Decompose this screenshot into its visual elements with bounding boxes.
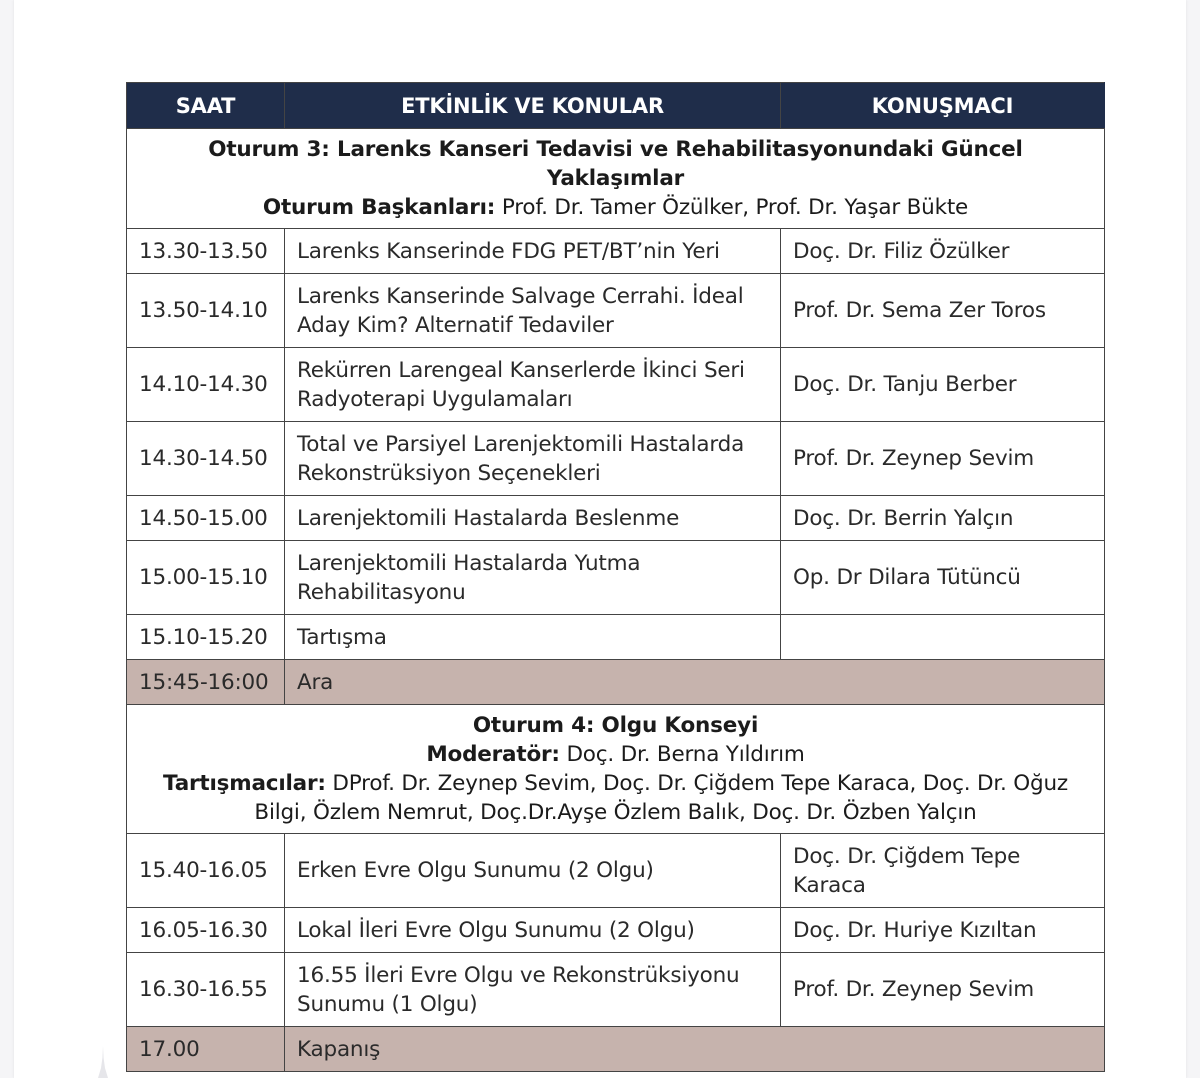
table-row: [127, 615, 1105, 660]
table-row: [127, 229, 1105, 274]
session-4-heading: [127, 705, 1105, 834]
speaker-cell: Op. Dr Dilara Tütüncü: [781, 541, 1105, 615]
session-3-title: Oturum 3: Larenks Kanseri Tedavisi ve Rehabilitasyonundaki Güncel Yaklaşımlar: [208, 137, 1023, 191]
speaker-cell: Prof. Dr. Zeynep Sevim: [781, 953, 1105, 1027]
document-page: [14, 0, 1186, 1078]
table-row: [127, 908, 1105, 953]
decorative-tower-icon: [96, 1046, 110, 1078]
time-cell: 14.10-14.30: [127, 348, 285, 422]
table-row: [127, 953, 1105, 1027]
time-cell: 14.30-14.50: [127, 422, 285, 496]
closing-label: Kapanış: [285, 1027, 1105, 1072]
topic-cell: Lokal İleri Evre Olgu Sunumu (2 Olgu): [285, 908, 781, 953]
moderator-name: Doç. Dr. Berna Yıldırım: [559, 742, 805, 767]
topic-cell: Erken Evre Olgu Sunumu (2 Olgu): [285, 834, 781, 908]
moderator-label: Moderatör:: [426, 742, 560, 767]
topic-cell: Tartışma: [285, 615, 781, 660]
topic-cell: Rekürren Larengeal Kanserlerde İkinci Seri Radyoterapi Uygulamaları: [285, 348, 781, 422]
panel-names: DProf. Dr. Zeynep Sevim, Doç. Dr. Çiğdem Tepe Karaca, Doç. Dr. Oğuz Bilgi, Özlem Nemrut, Doç.Dr.Ayşe Özlem Balık, Doç. Dr. Özben Yalçın: [254, 771, 1068, 825]
break-time: 15:45-16:00: [127, 660, 285, 705]
topic-cell: Larenjektomili Hastalarda Yutma Rehabilitasyonu: [285, 541, 781, 615]
chairs-label: Oturum Başkanları:: [262, 195, 496, 220]
session-4-panel: [137, 769, 1094, 827]
table-row: [127, 422, 1105, 496]
table-row: [127, 541, 1105, 615]
program-table: [126, 82, 1105, 1072]
session-4-title: Oturum 4: Olgu Konseyi: [472, 713, 759, 738]
speaker-cell: Doç. Dr. Berrin Yalçın: [781, 496, 1105, 541]
time-cell: 13.30-13.50: [127, 229, 285, 274]
break-label: Ara: [285, 660, 1105, 705]
time-cell: 13.50-14.10: [127, 274, 285, 348]
session-4-moderator: [137, 740, 1094, 769]
header-event: ETKİNLİK VE KONULAR: [285, 83, 781, 129]
table-header: [127, 83, 1105, 129]
header-speaker: KONUŞMACI: [781, 83, 1105, 129]
topic-cell: Larenks Kanserinde FDG PET/BT’nin Yeri: [285, 229, 781, 274]
speaker-cell: Doç. Dr. Filiz Özülker: [781, 229, 1105, 274]
topic-cell: Larenks Kanserinde Salvage Cerrahi. İdeal Aday Kim? Alternatif Tedaviler: [285, 274, 781, 348]
topic-cell: Larenjektomili Hastalarda Beslenme: [285, 496, 781, 541]
table-row: [127, 274, 1105, 348]
time-cell: 15.40-16.05: [127, 834, 285, 908]
closing-time: 17.00: [127, 1027, 285, 1072]
panel-label: Tartışmacılar:: [163, 771, 326, 796]
speaker-cell: [781, 615, 1105, 660]
topic-cell: 16.55 İleri Evre Olgu ve Rekonstrüksiyonu Sunumu (1 Olgu): [285, 953, 781, 1027]
time-cell: 14.50-15.00: [127, 496, 285, 541]
header-time: SAAT: [127, 83, 285, 129]
break-row: [127, 660, 1105, 705]
topic-cell: Total ve Parsiyel Larenjektomili Hastalarda Rekonstrüksiyon Seçenekleri: [285, 422, 781, 496]
time-cell: 16.05-16.30: [127, 908, 285, 953]
speaker-cell: Prof. Dr. Sema Zer Toros: [781, 274, 1105, 348]
time-cell: 15.00-15.10: [127, 541, 285, 615]
time-cell: 16.30-16.55: [127, 953, 285, 1027]
table-row: [127, 348, 1105, 422]
speaker-cell: Prof. Dr. Zeynep Sevim: [781, 422, 1105, 496]
table-row: [127, 834, 1105, 908]
session-3-heading: [127, 129, 1105, 229]
speaker-cell: Doç. Dr. Çiğdem Tepe Karaca: [781, 834, 1105, 908]
time-cell: 15.10-15.20: [127, 615, 285, 660]
table-row: [127, 496, 1105, 541]
chairs-names: Prof. Dr. Tamer Özülker, Prof. Dr. Yaşar Bükte: [495, 195, 969, 220]
session-3-chairs: [137, 193, 1094, 222]
speaker-cell: Doç. Dr. Huriye Kızıltan: [781, 908, 1105, 953]
closing-row: [127, 1027, 1105, 1072]
speaker-cell: Doç. Dr. Tanju Berber: [781, 348, 1105, 422]
